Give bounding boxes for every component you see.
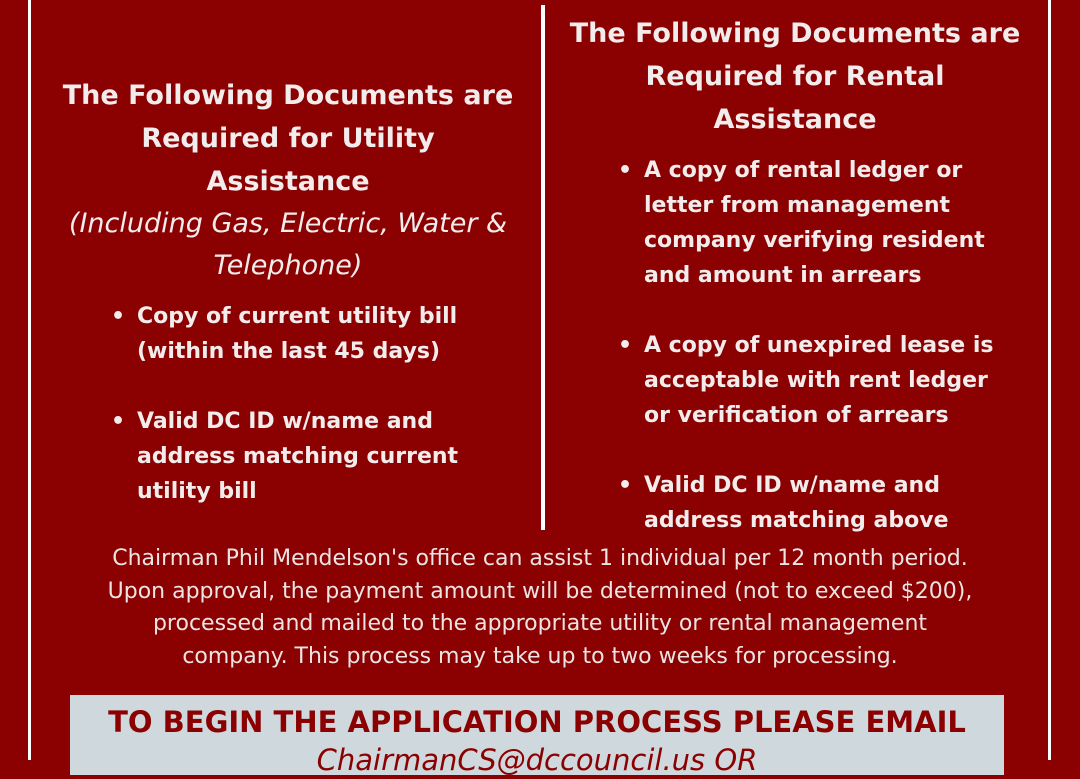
utility-item-text: Copy of current utility bill (within the last 45 days) bbox=[137, 304, 458, 364]
utility-subheading bbox=[60, 203, 516, 287]
list-item bbox=[111, 404, 477, 509]
rental-item-text: Valid DC ID w/name and address matching above bbox=[644, 473, 949, 533]
list-item bbox=[618, 153, 994, 293]
utility-heading bbox=[60, 74, 516, 203]
column-divider bbox=[541, 5, 545, 530]
utility-subheading-line2: Telephone) bbox=[213, 250, 363, 281]
cta-email-link[interactable]: ChairmanCS@dccouncil.us OR bbox=[316, 743, 758, 777]
rental-heading bbox=[560, 12, 1030, 141]
application-cta-box bbox=[70, 695, 1004, 775]
rental-item-text: A copy of rental ledger or letter from management company verifying resident and amount in arrears bbox=[644, 158, 985, 288]
bullet-icon: • bbox=[618, 333, 633, 358]
rental-heading-line1: The Following Documents are bbox=[569, 18, 1021, 49]
utility-item-text: Valid DC ID w/name and address matching current utility bill bbox=[137, 409, 459, 504]
list-item bbox=[618, 328, 994, 433]
frame-border-right bbox=[1048, 0, 1051, 760]
bullet-icon: • bbox=[618, 473, 633, 498]
rental-item-text: A copy of unexpired lease is acceptable with rent ledger or verification of arrears bbox=[644, 333, 994, 428]
cta-title: TO BEGIN THE APPLICATION PROCESS PLEASE EMAIL bbox=[108, 705, 966, 739]
bullet-icon: • bbox=[618, 158, 633, 183]
assistance-info-paragraph bbox=[40, 543, 1040, 673]
bullet-icon: • bbox=[111, 304, 126, 329]
utility-heading-line2: Required for Utility Assistance bbox=[141, 123, 435, 197]
list-item bbox=[618, 468, 994, 538]
frame-border-left bbox=[28, 0, 31, 760]
bullet-icon: • bbox=[111, 409, 126, 434]
info-line1: Chairman Phil Mendelson's office can assist 1 individual per 12 month period. bbox=[112, 546, 968, 571]
info-line4: company. This process may take up to two weeks for processing. bbox=[182, 643, 898, 669]
list-item bbox=[111, 299, 477, 369]
rental-assistance-section bbox=[560, 12, 1030, 573]
utility-assistance-section bbox=[60, 74, 516, 544]
rental-heading-line2: Required for Rental Assistance bbox=[645, 61, 945, 135]
utility-heading-line1: The Following Documents are bbox=[62, 80, 514, 111]
info-line2: Upon approval, the payment amount will be determined (not to exceed $200), bbox=[107, 578, 973, 604]
rental-requirements-list bbox=[618, 153, 1030, 538]
info-line3: processed and mailed to the appropriate utility or rental management bbox=[152, 611, 928, 636]
utility-requirements-list bbox=[111, 299, 516, 509]
utility-subheading-line1: (Including Gas, Electric, Water & bbox=[68, 208, 508, 239]
